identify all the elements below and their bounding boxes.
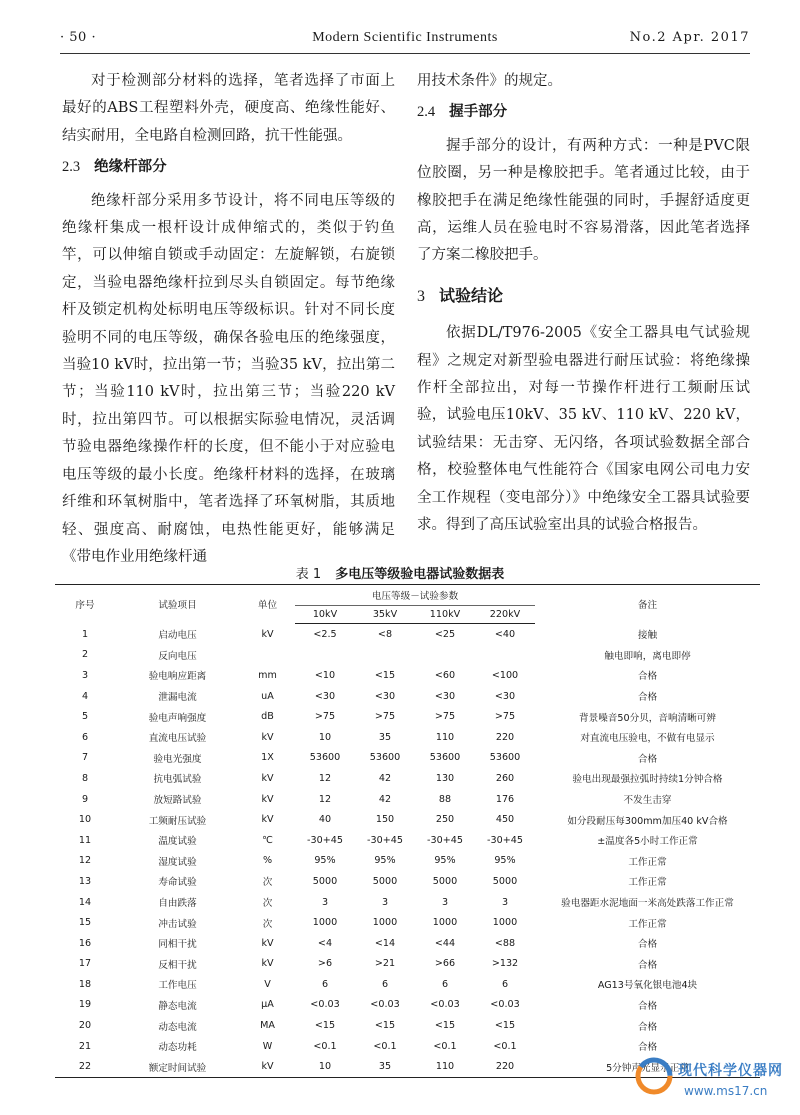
cell-no: 21: [78, 1040, 92, 1052]
cell-10kv: <15: [314, 1020, 336, 1032]
cell-no: 12: [78, 855, 92, 867]
cell-item: 反相干扰: [158, 959, 197, 971]
cell-item: 放短路试验: [153, 795, 202, 807]
table-body: [55, 624, 760, 1078]
cell-unit: kV: [261, 772, 274, 784]
cell-35kv: 95%: [374, 855, 396, 867]
cell-note: 不发生击穿: [623, 795, 672, 807]
header-rule: [60, 53, 750, 54]
cell-unit: μA: [261, 999, 274, 1011]
table-row: [55, 933, 760, 954]
cell-110kv: 250: [435, 814, 455, 826]
cell-10kv: 95%: [314, 855, 336, 867]
page-number: · 50 ·: [60, 30, 97, 45]
cell-220kv: >75: [494, 711, 516, 723]
paragraph-continuation: 用技术条件》的规定。: [417, 73, 562, 89]
watermark-text: 现代科学仪器网: [678, 1063, 783, 1079]
cell-unit: 1X: [261, 752, 274, 764]
cell-unit: W: [262, 1040, 273, 1052]
cell-item: 静态电流: [158, 1000, 197, 1012]
cell-unit: V: [264, 978, 271, 990]
cell-10kv: >75: [314, 711, 336, 723]
cell-no: 4: [81, 690, 89, 702]
section-number: 2.3: [62, 159, 81, 176]
cell-110kv: [415, 645, 475, 666]
cell-note: ±温度各5小时工作正常: [597, 836, 698, 848]
cell-10kv: <10: [314, 669, 336, 681]
table-row: [55, 830, 760, 851]
cell-220kv: 3: [501, 896, 509, 908]
cell-10kv: 3: [321, 896, 329, 908]
cell-item: 温度试验: [158, 836, 197, 848]
cell-110kv: 1000: [432, 917, 458, 929]
cell-note: 如分段耐压每300mm加压40 kV合格: [567, 815, 728, 827]
cell-35kv: [355, 645, 415, 666]
cell-unit: %: [262, 855, 273, 867]
cell-item: 冲击试验: [158, 918, 197, 930]
cell-unit: MA: [260, 1020, 275, 1032]
cell-110kv: 5000: [432, 875, 458, 887]
cell-110kv: 3: [441, 896, 449, 908]
cell-item: 泄漏电流: [158, 692, 197, 704]
cell-110kv: <0.1: [433, 1040, 457, 1052]
cell-note: 背景噪音50分贝，音响清晰可辨: [579, 712, 716, 724]
issue-info: No.2 Apr. 2017: [629, 30, 750, 45]
cell-35kv: 35: [355, 1056, 415, 1077]
table-row: [55, 727, 760, 748]
cell-unit: kV: [261, 628, 274, 640]
cell-110kv: 53600: [429, 752, 461, 764]
table-row: [55, 706, 760, 727]
cell-note: 工作正常: [628, 856, 667, 868]
cell-35kv: <8: [377, 628, 393, 640]
cell-35kv: -30+45: [367, 834, 403, 846]
cell-110kv: <44: [434, 937, 456, 949]
cell-unit: 次: [262, 918, 273, 930]
cell-220kv: <15: [494, 1020, 516, 1032]
section-number: 3: [417, 287, 425, 305]
cell-10kv: 12: [318, 772, 332, 784]
cell-note: 工作正常: [628, 877, 667, 889]
cell-no: 8: [81, 772, 89, 784]
cell-item: 验电光强度: [153, 753, 202, 765]
cell-note: AG13号氧化银电池4块: [597, 980, 698, 992]
cell-no: 13: [78, 875, 92, 887]
table-row: [55, 624, 760, 645]
cell-note: 接触: [637, 630, 658, 642]
table-row: [55, 892, 760, 913]
cell-unit: uA: [261, 690, 274, 702]
table-row: [55, 995, 760, 1016]
running-header: [60, 30, 750, 50]
cell-10kv: <0.1: [313, 1040, 337, 1052]
header-10kv: 10kV: [295, 606, 355, 624]
cell-10kv: [295, 645, 355, 666]
table-row: [55, 912, 760, 933]
left-column: [62, 68, 395, 571]
cell-35kv: <30: [374, 690, 396, 702]
cell-35kv: <0.1: [373, 1040, 397, 1052]
cell-220kv: 6: [501, 978, 509, 990]
cell-220kv: 1000: [492, 917, 518, 929]
cell-35kv: 1000: [372, 917, 398, 929]
cell-110kv: 88: [438, 793, 452, 805]
cell-item: 同相干扰: [158, 939, 197, 951]
cell-item: 工作电压: [158, 980, 197, 992]
cell-note: 合格: [637, 939, 658, 951]
cell-note: 工作正常: [628, 918, 667, 930]
cell-110kv: <25: [434, 628, 456, 640]
cell-note: 合格: [637, 1042, 658, 1054]
cell-10kv: <30: [314, 690, 336, 702]
cell-35kv: <15: [374, 669, 396, 681]
cell-220kv: <100: [491, 669, 519, 681]
cell-220kv: 95%: [494, 855, 516, 867]
cell-note: 触电即响，离电即停: [604, 650, 691, 662]
cell-no: 7: [81, 752, 89, 764]
cell-no: 10: [78, 814, 92, 826]
cell-no: 15: [78, 917, 92, 929]
cell-35kv: 3: [381, 896, 389, 908]
cell-220kv: <0.03: [490, 999, 520, 1011]
cell-10kv: 40: [318, 814, 332, 826]
cell-10kv: 5000: [312, 875, 338, 887]
cell-220kv: 450: [495, 814, 515, 826]
cell-no: 16: [78, 937, 92, 949]
cell-110kv: -30+45: [427, 834, 463, 846]
cell-35kv: 42: [378, 793, 392, 805]
table-row: [55, 748, 760, 769]
table-row: [55, 789, 760, 810]
paragraph-test-conclusion: 依据DL/T976-2005《安全工器具电气试验规程》之规定对新型验电器进行耐压试验：将绝缘操作杆全部拉出，对每一节操作杆进行工频耐压试验，试验电压10kV、35 kV、110 kV、220 kV，试验结果：无击穿、无闪络，各项试验数据全部合格，校验整体电气性能符合《国家电网公司电力安全工作规程（变电部分）》中绝缘安全工器具试验要求。得到了高压试验室出具的试验合格报告。: [417, 325, 750, 534]
section-title: 握手部分: [449, 104, 508, 121]
cell-item: 动态功耗: [158, 1042, 197, 1054]
table-caption: [0, 563, 800, 582]
cell-10kv: <0.03: [310, 999, 340, 1011]
table-row: [55, 686, 760, 707]
cell-no: 20: [78, 1020, 92, 1032]
cell-35kv: >75: [374, 711, 396, 723]
section-title: 绝缘杆部分: [94, 159, 167, 176]
cell-220kv: 220: [495, 731, 515, 743]
cell-item: 动态电流: [158, 1021, 197, 1033]
cell-10kv: 12: [318, 793, 332, 805]
cell-no: 17: [78, 958, 92, 970]
section-title: 试验结论: [439, 285, 504, 305]
cell-35kv: 35: [378, 731, 392, 743]
header-unit: 单位: [240, 585, 295, 624]
cell-no: 11: [78, 834, 92, 846]
cell-unit: kV: [261, 731, 274, 743]
cell-35kv: 6: [381, 978, 389, 990]
table-row: [55, 1015, 760, 1036]
header-note: 备注: [535, 585, 760, 624]
cell-no: 14: [78, 896, 92, 908]
cell-110kv: <30: [434, 690, 456, 702]
cell-no: 22: [55, 1056, 115, 1077]
cell-35kv: <0.03: [370, 999, 400, 1011]
cell-220kv: <40: [494, 628, 516, 640]
test-data-table: [55, 584, 760, 1078]
cell-10kv: 10: [295, 1056, 355, 1077]
cell-10kv: -30+45: [307, 834, 343, 846]
table-row: [55, 645, 760, 666]
cell-220kv: 260: [495, 772, 515, 784]
table-row: [55, 954, 760, 975]
cell-35kv: 53600: [369, 752, 401, 764]
cell-220kv: >132: [491, 958, 519, 970]
cell-no: 6: [81, 731, 89, 743]
cell-unit: kV: [261, 814, 274, 826]
cell-unit: ℃: [262, 834, 273, 846]
table-row: [55, 665, 760, 686]
cell-note: 验电器距水泥地面一米高处跌落工作正常: [561, 898, 734, 910]
cell-unit: kV: [261, 793, 274, 805]
cell-110kv: 6: [441, 978, 449, 990]
cell-unit: dB: [261, 711, 274, 723]
watermark-url: www.ms17.cn: [684, 1084, 768, 1098]
header-35kv: 35kV: [355, 606, 415, 624]
table-row: [55, 871, 760, 892]
cell-unit: kV: [261, 937, 274, 949]
cell-unit: 次: [262, 877, 273, 889]
cell-item: 启动电压: [158, 630, 197, 642]
paragraph-insulating-rod: 绝缘杆部分采用多节设计，将不同电压等级的绝缘杆集成一根杆设计成伸缩式的，类似于钓鱼竿，可以伸缩自锁或手动固定：左旋解锁，右旋锁定，当验电器绝缘杆拉到尽头自锁固定。每节绝缘杆及锁定机构处标明电压等级标识。针对不同长度验明不同的电压等级，确保各验电压的绝缘强度，当验10 kV时，拉出第一节；当验35 kV，拉出第二节；当验110 kV时，拉出第三节；当验220 kV时，拉出第四节。可以根据实际验电情况，灵活调节验电器绝缘操作杆的长度，但不能小于对应验电电压等级的最小长度。绝缘杆材料的选择，在玻璃纤维和环氧树脂中，笔者选择了环氧树脂，其质地轻、强度高、耐腐蚀，电热性能更好，能够满足《带电作业用绝缘杆通: [62, 192, 395, 565]
table-row: [55, 851, 760, 872]
section-heading-3: [417, 282, 750, 310]
cell-item: 反向电压: [158, 650, 197, 662]
cell-10kv: 53600: [309, 752, 341, 764]
cell-220kv: [475, 645, 535, 666]
header-voltage-group: 电压等级－试验参数: [295, 585, 535, 606]
cell-220kv: <30: [494, 690, 516, 702]
cell-item: 工频耐压试验: [148, 815, 207, 827]
cell-item: 自由跌落: [158, 898, 197, 910]
journal-title: Modern Scientific Instruments: [312, 30, 498, 45]
cell-220kv: 5000: [492, 875, 518, 887]
cell-note: 5分钟声光显示正常: [535, 1056, 760, 1077]
header-item: 试验项目: [115, 585, 240, 624]
cell-220kv: 53600: [489, 752, 521, 764]
cell-no: 2: [81, 649, 89, 661]
cell-220kv: -30+45: [487, 834, 523, 846]
cell-note: 合格: [637, 671, 658, 683]
cell-no: 3: [81, 669, 89, 681]
section-heading-2-3: [62, 154, 395, 181]
cell-item: 验电声响强度: [148, 712, 207, 724]
cell-10kv: 10: [318, 731, 332, 743]
cell-110kv: >75: [434, 711, 456, 723]
cell-220kv: 220: [475, 1056, 535, 1077]
cell-110kv: <60: [434, 669, 456, 681]
cell-35kv: 150: [375, 814, 395, 826]
cell-note: 合格: [637, 959, 658, 971]
section-heading-2-4: [417, 99, 750, 126]
cell-110kv: 95%: [434, 855, 456, 867]
table-title: 多电压等级验电器试验数据表: [335, 567, 505, 582]
cell-no: 9: [81, 793, 89, 805]
cell-110kv: 110: [435, 731, 455, 743]
cell-item: 额定时间试验: [115, 1056, 240, 1077]
cell-note: 合格: [637, 753, 658, 765]
cell-110kv: <0.03: [430, 999, 460, 1011]
cell-unit: kV: [261, 958, 274, 970]
cell-no: 19: [78, 999, 92, 1011]
cell-110kv: 110: [415, 1056, 475, 1077]
cell-note: 合格: [637, 1000, 658, 1012]
cell-unit: kV: [240, 1056, 295, 1077]
cell-10kv: 6: [321, 978, 329, 990]
cell-10kv: <2.5: [313, 628, 337, 640]
table-row: [55, 974, 760, 995]
site-watermark: [634, 1054, 794, 1110]
cell-note: 对直流电压验电，不做有电显示: [580, 733, 715, 745]
header-220kv: 220kV: [475, 606, 535, 624]
cell-item: 寿命试验: [158, 877, 197, 889]
cell-110kv: 130: [435, 772, 455, 784]
cell-10kv: 1000: [312, 917, 338, 929]
table-row: [55, 768, 760, 789]
cell-35kv: 5000: [372, 875, 398, 887]
header-110kv: 110kV: [415, 606, 475, 624]
cell-10kv: <4: [317, 937, 333, 949]
cell-no: 1: [81, 628, 89, 640]
header-no: 序号: [55, 585, 115, 624]
cell-220kv: <0.1: [493, 1040, 517, 1052]
section-number: 2.4: [417, 104, 436, 121]
cell-220kv: <88: [494, 937, 516, 949]
cell-no: 5: [81, 711, 89, 723]
cell-35kv: <15: [374, 1020, 396, 1032]
cell-note: 合格: [637, 1021, 658, 1033]
cell-110kv: <15: [434, 1020, 456, 1032]
cell-note: 合格: [637, 692, 658, 704]
cell-unit: [240, 645, 295, 666]
cell-item: 直流电压试验: [148, 733, 207, 745]
cell-35kv: >21: [374, 958, 396, 970]
right-column: [417, 68, 750, 540]
table-label: 表 1: [295, 567, 322, 582]
cell-35kv: <14: [374, 937, 396, 949]
paragraph-grip: 握手部分的设计，有两种方式：一种是PVC限位胶圈，另一种是橡胶把手。笔者通过比较，由于橡胶把手在满足绝缘性能强的同时，手握舒适度更高，运维人员在验电时不容易滑落，因此笔者选择了方案二橡胶把手。: [417, 137, 750, 264]
cell-35kv: 42: [378, 772, 392, 784]
cell-unit: mm: [258, 669, 277, 681]
table-row: [55, 809, 760, 830]
cell-item: 验电响应距离: [148, 671, 207, 683]
cell-note: 验电出现最强拉弧时持续1分钟合格: [572, 774, 723, 786]
cell-220kv: 176: [495, 793, 515, 805]
watermark-logo-icon: [634, 1056, 674, 1096]
cell-item: 抗电弧试验: [153, 774, 202, 786]
cell-10kv: >6: [317, 958, 333, 970]
cell-item: 湿度试验: [158, 856, 197, 868]
cell-unit: 次: [262, 898, 273, 910]
cell-110kv: >66: [434, 958, 456, 970]
paragraph-detection-material: 对于检测部分材料的选择，笔者选择了市面上最好的ABS工程塑料外壳，硬度高、绝缘性能好、结实耐用，全电路自检测回路，抗干性能强。: [62, 73, 395, 144]
cell-no: 18: [78, 978, 92, 990]
